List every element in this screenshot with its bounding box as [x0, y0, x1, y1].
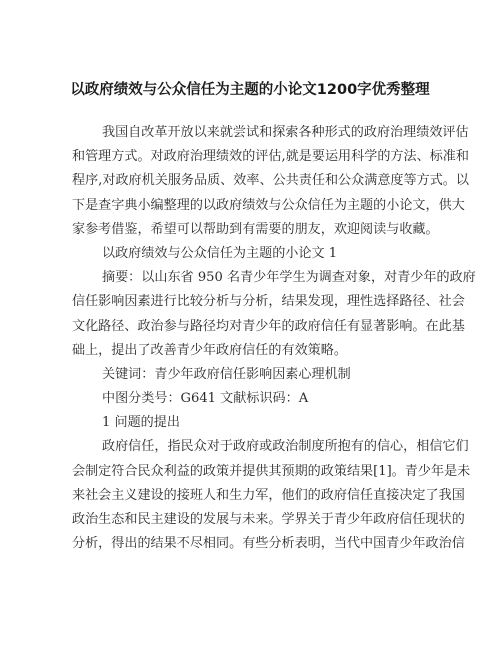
keywords-line: 关键词：青少年政府信任影响因素心理机制	[102, 366, 351, 382]
paragraph-line: 政治生态和民主建设的发展与未来。学界关于青少年政府信任现状的	[72, 512, 465, 527]
abstract-line: 文化路径、政治参与路径均对青少年的政府信任有显著影响。在此基	[72, 318, 465, 334]
paragraph-line: 和管理方式。对政府治理绩效的评估,就是要运用科学的方法、标准和	[72, 149, 469, 165]
paragraph-line: 政府信任，指民众对于政府或政治制度所抱有的信心，相信它们	[102, 439, 469, 455]
abstract-line: 础上，提出了改善青少年政府信任的有效策略。	[72, 342, 347, 358]
paragraph-line: 我国自改革开放以来就尝试和探索各种形式的政府治理绩效评估	[102, 125, 469, 140]
paragraph-line: 来社会主义建设的接班人和生力军，他们的政府信任直接决定了我国	[72, 487, 465, 503]
section-heading: 1 问题的提出	[102, 415, 180, 431]
section-heading: 以政府绩效与公众信任为主题的小论文 1	[102, 245, 338, 261]
paragraph-line: 家参考借鉴，希望可以帮助到有需要的朋友，欢迎阅读与收藏。	[72, 221, 439, 237]
abstract-line: 摘要：以山东省 950 名青少年学生为调查对象，对青少年的政府	[102, 270, 476, 286]
paragraph-line: 程序,对政府机关服务品质、效率、公共责任和公众满意度等方式。以	[72, 173, 469, 189]
abstract-line: 信任影响因素进行比较分析与分析，结果发现，理性选择路径、社会	[72, 294, 465, 310]
paragraph-line: 会制定符合民众利益的政策并提供其预期的政策结果[1]。青少年是未	[72, 463, 471, 479]
document-body	[72, 121, 476, 556]
document-title: 以政府绩效与公众信任为主题的小论文1200字优秀整理	[70, 82, 430, 98]
paragraph-line: 下是查字典小编整理的以政府绩效与公众信任为主题的小论文，供大	[72, 197, 465, 213]
paragraph-line: 分析，得出的结果不尽相同。有些分析表明，当代中国青少年政治信	[72, 536, 465, 552]
classification-line: 中图分类号：G641 文献标识码：A	[102, 391, 309, 407]
